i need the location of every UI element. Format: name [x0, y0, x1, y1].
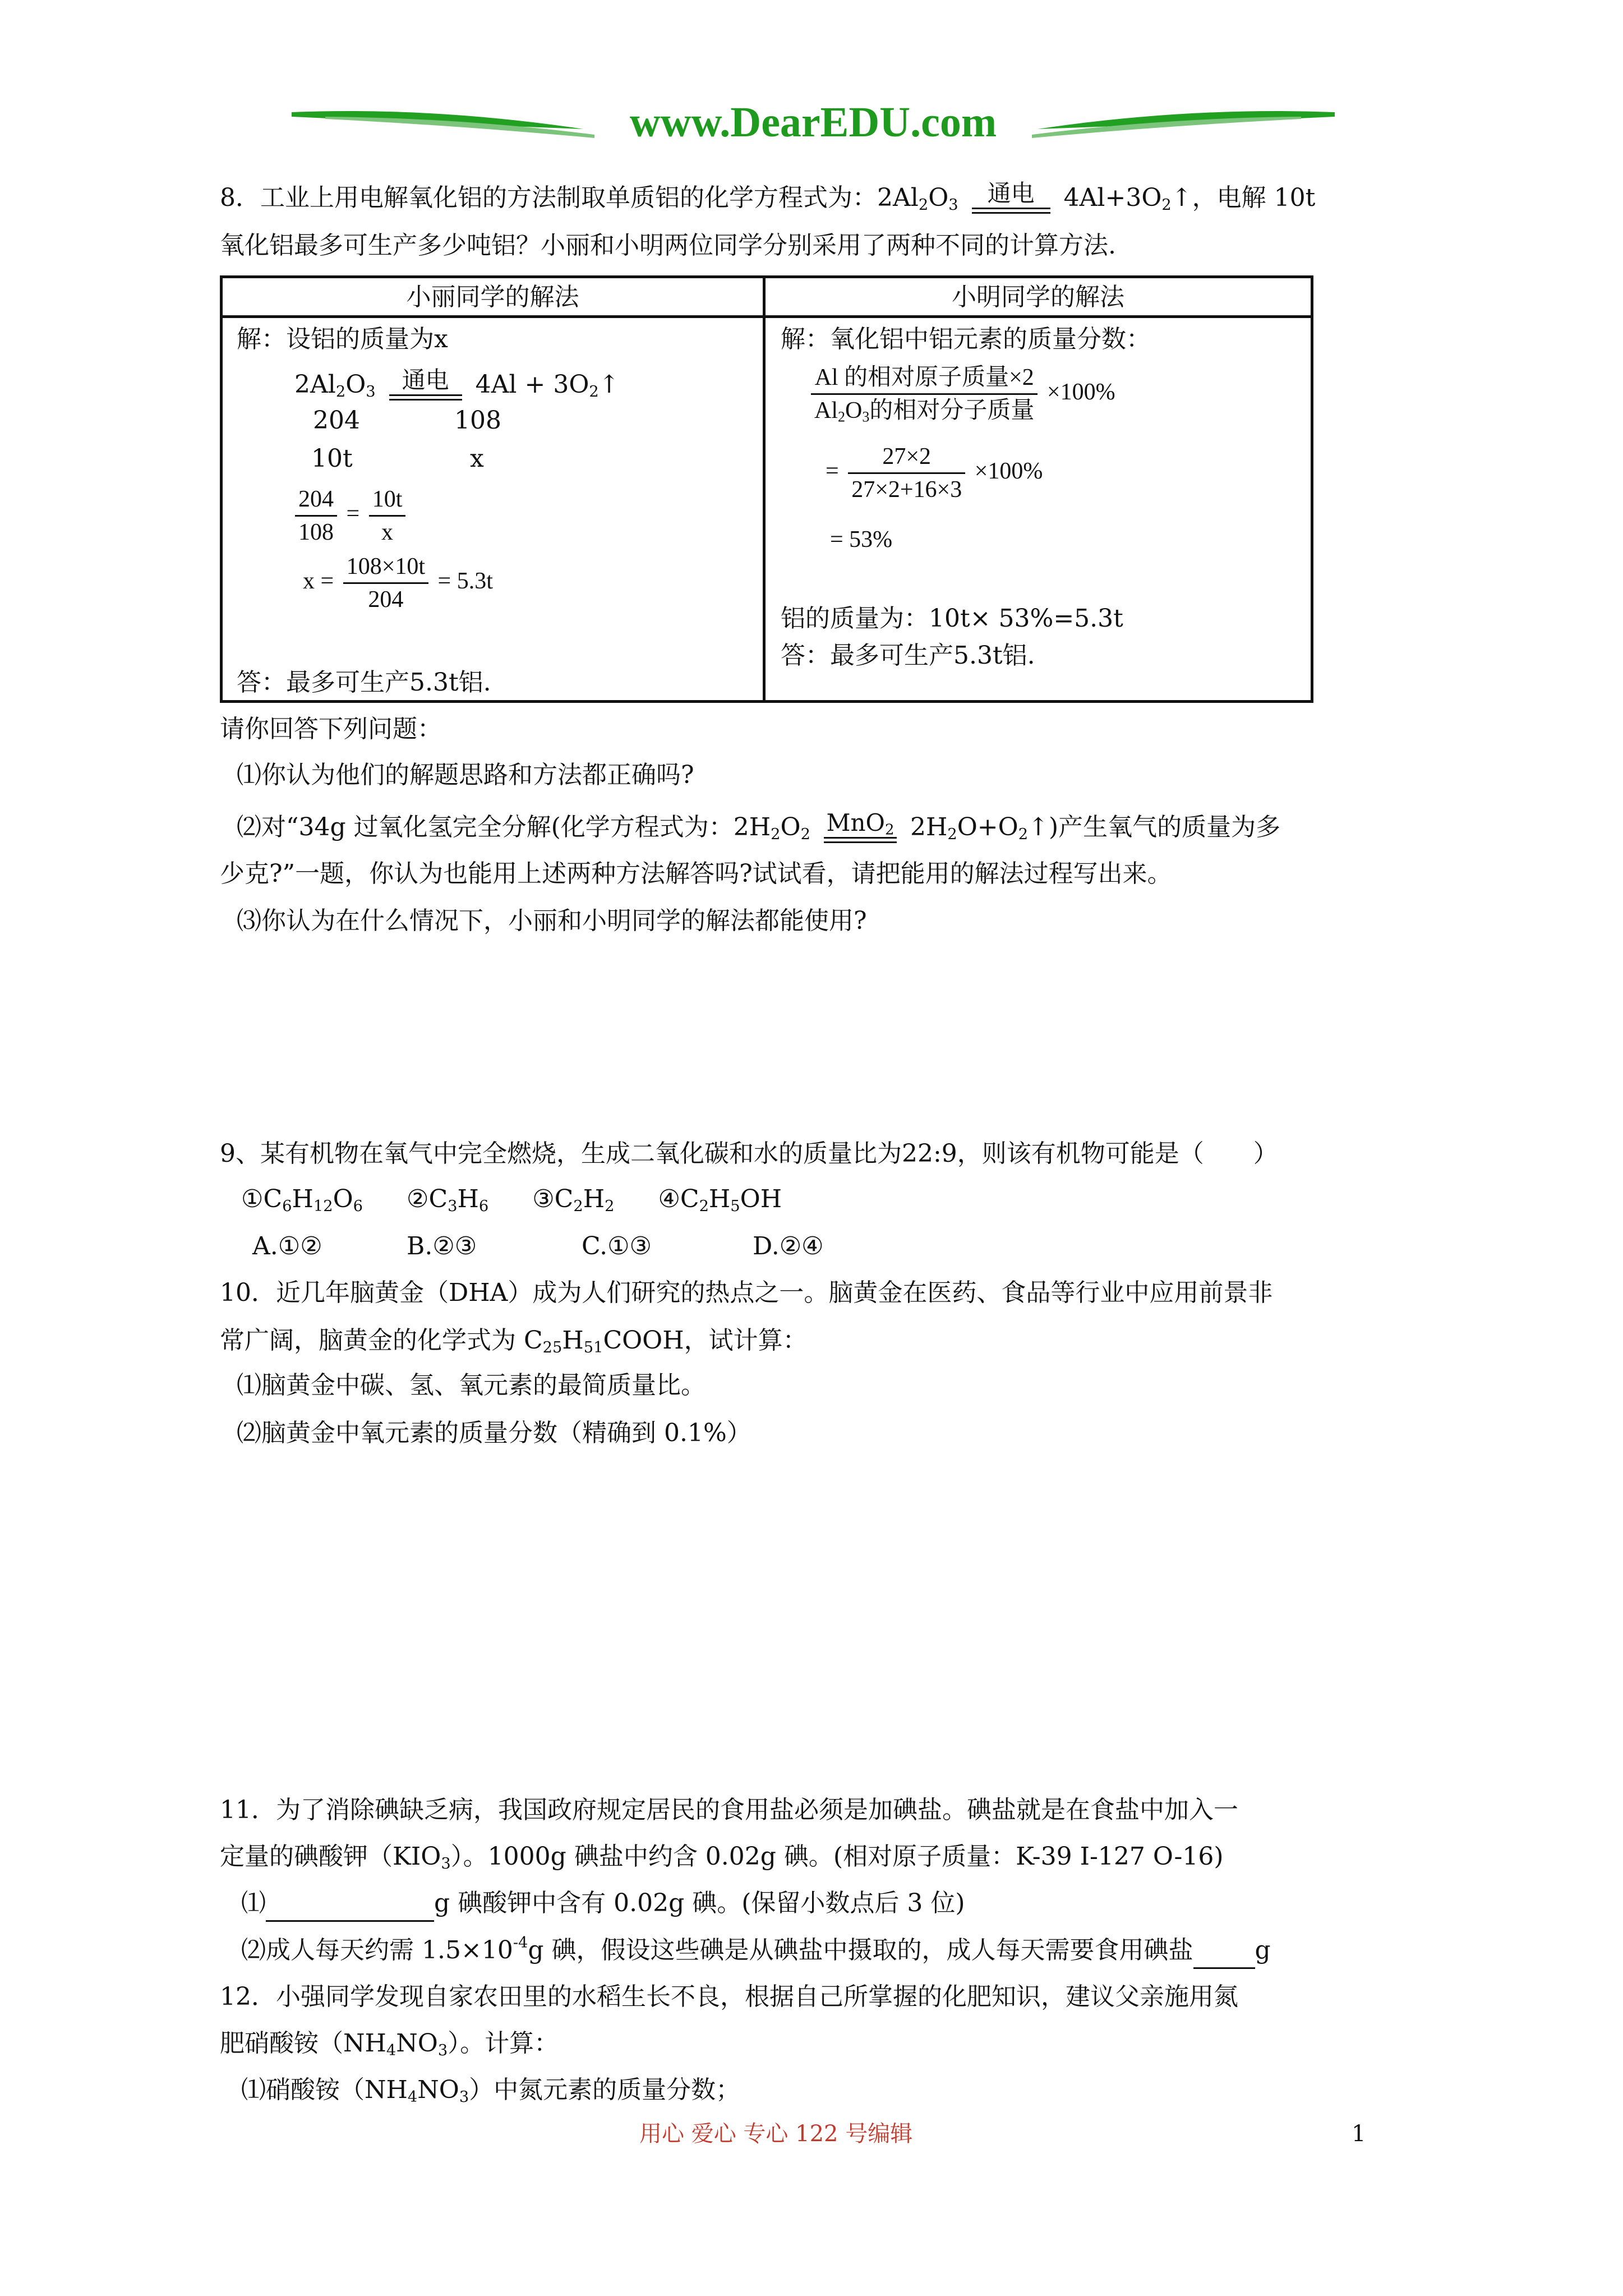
xiaoli-answer: 答：最多可生产5.3t铝. — [237, 668, 491, 697]
questions-prompt: 请你回答下列问题： — [220, 715, 442, 743]
page-number: 1 — [1352, 2121, 1366, 2147]
xiaoming-answer: 答：最多可生产5.3t铝. — [781, 641, 1035, 670]
question-part-3: ⑶你认为在什么情况下，小丽和小明同学的解法都能使用? — [237, 907, 867, 935]
xiaoli-mass-al2o3: 204 — [313, 406, 360, 435]
xiaoli-intro: 解：设铝的质量为x — [237, 325, 448, 353]
q11-part-2: ⑵成人每天约需 $1.5\times 10^{-4}g$ 碘，假设这些碘是从碘盐中摄取的，成人每天需要食用碘盐 g — [241, 1934, 1271, 1969]
q12-part-1: ⑴硝酸铵$(NH_4NO_3)$中氮元素的质量分数； — [241, 2076, 741, 2106]
xiaoli-solve: x = $\frac{108\times 10t}{204}$ = 5.3t — [303, 551, 493, 615]
table-header-xiaoming: 小明同学的解法 — [952, 283, 1124, 311]
q10-part-2: ⑵脑黄金中氧元素的质量分数（精确到 0.1%） — [237, 1419, 751, 1447]
question-part-1: ⑴你认为他们的解题思路和方法都正确吗? — [237, 761, 694, 789]
table-header-xiaoli: 小丽同学的解法 — [406, 283, 579, 311]
table-divider — [763, 275, 766, 703]
xiaoming-formula: $\frac{\text{Al 的相对原子质量×2}}{Al_2O_3的相对分子质量}$ ×100% — [808, 362, 1115, 426]
question-part-2: ⑵对“34g 过氧化氢完全分解(化学方程式为：$2H_2O_2$ MnO$_2$ $2H_2O+O_2↑$)产生氧气的质量为多 — [237, 811, 1280, 846]
site-logo[interactable]: www.DearEDU.com — [629, 99, 997, 146]
xiaoming-calc: = $\frac{27\times 2}{27\times 2+16\times 3}$ ×100% — [826, 441, 1043, 505]
q9-stem: 9、某有机物在氧气中完全燃烧，生成二氧化碳和水的质量比为22:9，则该有机物可能是（ ） — [220, 1139, 1278, 1168]
xiaoli-ratio: $\frac{204}{108}$ = $\frac{10t}{x}$ — [292, 484, 409, 548]
electrolysis-arrow: 通电 — [972, 183, 1050, 217]
q9-choice-c: C.①③ — [582, 1232, 652, 1260]
q8-line2: 氧化铝最多可生产多少吨铝？小丽和小明两位同学分别采用了两种不同的计算方法. — [220, 231, 1116, 260]
q9-choice-a: A.①② — [252, 1232, 322, 1260]
xiaoli-equation: $2Al_2O_3$ 通电 $4Al + 3O_2↑$ — [294, 368, 620, 403]
q10-line2: 常广阔，脑黄金的化学式为 $C_{25}H_{51}COOH$，试计算： — [220, 1326, 808, 1356]
xiaoli-given: 10t — [311, 444, 353, 473]
q10-part-1: ⑴脑黄金中碳、氢、氧元素的最简质量比。 — [237, 1371, 706, 1400]
q8-line1: 8．工业上用电解氧化铝的方法制取单质铝的化学方程式为：$2Al_2O_3$ 通电 $4Al+3O_2↑$，电解 10t — [220, 181, 1315, 217]
table-header-line — [220, 315, 1313, 318]
footer-editor-note: 用心 爱心 专心 122 号编辑 — [639, 2121, 913, 2147]
q9-choice-d: D.②④ — [753, 1232, 824, 1260]
answer-blank[interactable] — [1193, 1934, 1255, 1969]
answer-blank[interactable] — [266, 1887, 434, 1922]
xiaoming-result: = 53% — [830, 527, 893, 553]
q11-part-1: ⑴ g 碘酸钾中含有 0.02g 碘。(保留小数点后 3 位) — [241, 1887, 965, 1922]
catalyst-arrow: MnO$_2$ — [824, 812, 897, 846]
q10-line1: 10．近几年脑黄金（DHA）成为人们研究的热点之一。脑黄金在医药、食品等行业中应用前景非 — [220, 1278, 1273, 1307]
question-part-2-line2: 少克?”一题，你认为也能用上述两种方法解答吗?试试看，请把能用的解法过程写出来。 — [220, 859, 1172, 888]
electrolysis-arrow-small: 通电 — [389, 370, 462, 403]
q12-line2: 肥硝酸铵$(NH_4NO_3)$。计算： — [220, 2029, 559, 2059]
xiaoming-intro: 解：氧化铝中铝元素的质量分数： — [781, 325, 1151, 353]
q12-line1: 12．小强同学发现自家农田里的水稻生长不良，根据自己所掌握的化肥知识，建议父亲施用氮 — [220, 1982, 1238, 2011]
q11-line2: 定量的碘酸钾$(KIO_3)$。1000g 碘盐中约含 0.02g 碘。(相对原子质量：K-39 I-127 O-16) — [220, 1842, 1224, 1872]
xiaoli-mass-al: 108 — [454, 406, 501, 435]
xiaoming-mass: 铝的质量为：10t× 53%=5.3t — [781, 604, 1123, 633]
q9-options: $①C_6H_{12}O_6$ $②C_3H_6$ $③C_2H_2$ $④C_2H_5OH$ — [241, 1185, 782, 1215]
xiaoli-unknown: x — [470, 444, 484, 473]
q9-choice-b: B.②③ — [407, 1232, 477, 1260]
q11-line1: 11．为了消除碘缺乏病，我国政府规定居民的食用盐必须是加碘盐。碘盐就是在食盐中加入一 — [220, 1796, 1238, 1824]
